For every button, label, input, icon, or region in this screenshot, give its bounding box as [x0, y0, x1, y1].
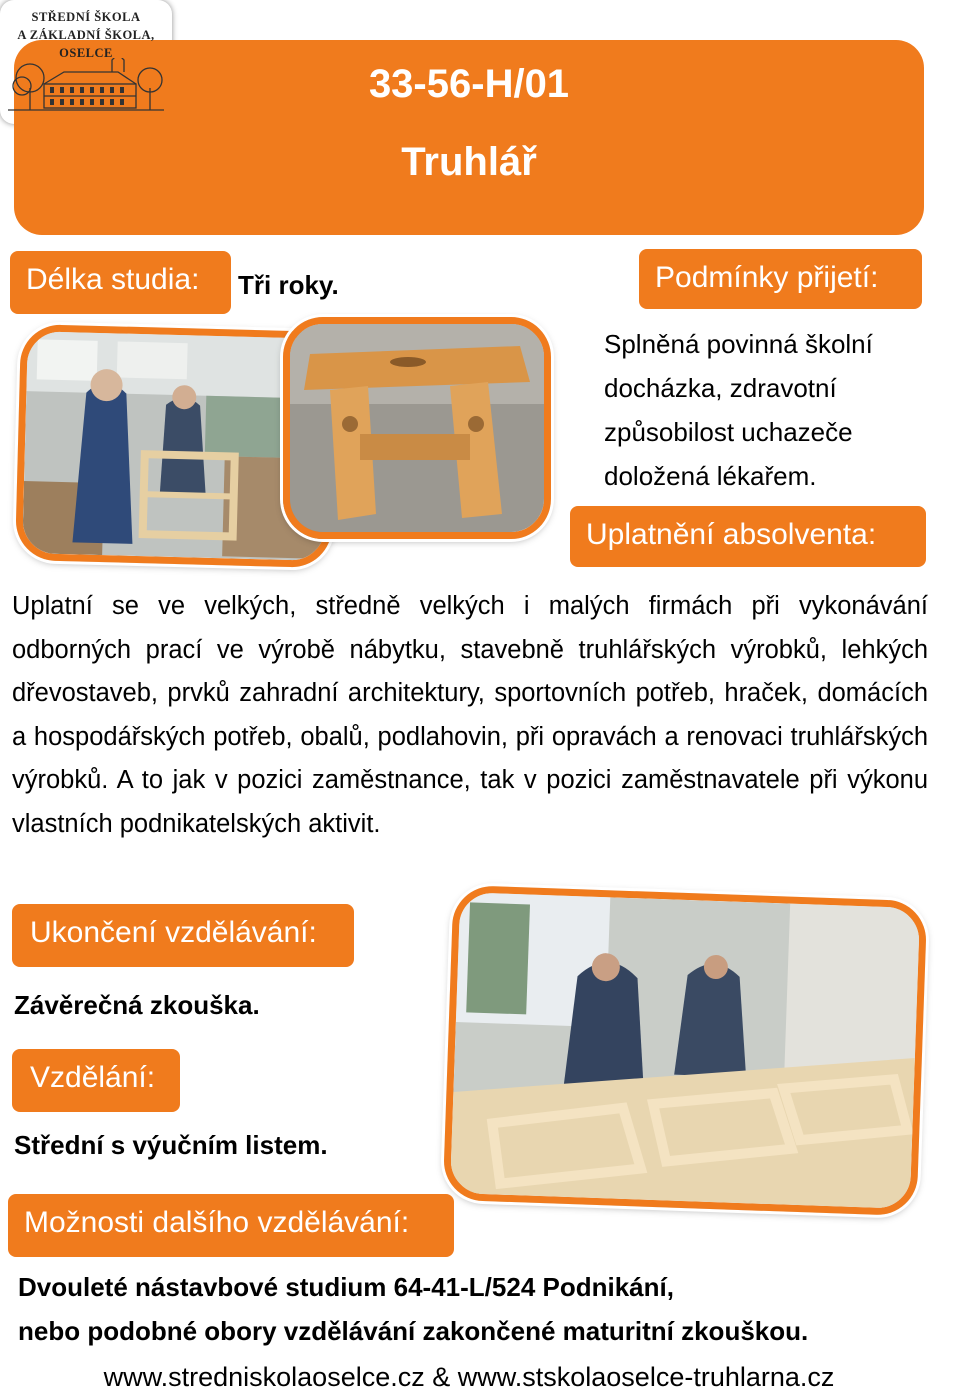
education-value: Střední s výučním listem.	[14, 1130, 328, 1160]
footer-websites: www.stredniskolaoselce.cz & www.stskolaoselce-truhlarna.cz	[103, 1362, 835, 1392]
stool-photo	[283, 317, 551, 539]
logo-line-3: OSELCE	[59, 46, 113, 60]
window-frames-photo	[443, 885, 928, 1216]
further-education-line-1: Dvouleté nástavbové studium 64-41-L/524 Podnikání,	[18, 1272, 674, 1302]
further-education-line-2: nebo podobné obory vzdělávání zakončené maturitní zkouškou.	[18, 1316, 809, 1346]
school-building-drawing	[8, 58, 164, 118]
career-text: Uplatní se ve velkých, středně velkých i malých firmách při vykonávání odborných prací ve výrobě nábytku, stavebně truhlářských výrobků, lehkých dřevostaveb, prvků zahradní architektury, sportovních potřeb, hraček, domácích a hospodářských potřeb, obalů, podlahovin, při opravách a renovaci truhlářských výrobků. A to jak v pozici zaměstnance, tak v pozici zaměstnavatele při výkonu vlastních podnikatelských aktivit.	[12, 592, 928, 838]
career-label: Uplatnění absolventa:	[570, 506, 926, 567]
course-name: Truhlář	[401, 140, 537, 184]
admission-label: Podmínky přijetí:	[639, 249, 922, 309]
completion-label: Ukončení vzdělávání:	[12, 904, 354, 967]
course-code: 33-56-H/01	[368, 62, 570, 106]
logo-line-1: STŘEDNÍ ŠKOLA	[31, 10, 141, 24]
duration-label: Délka studia:	[10, 251, 231, 314]
logo-line-2: A ZÁKLADNÍ ŠKOLA,	[17, 28, 155, 42]
completion-value: Závěrečná zkouška.	[14, 990, 260, 1020]
school-logo	[0, 0, 172, 124]
duration-value: Tři roky.	[238, 270, 339, 300]
admission-text: Splněná povinná školní docházka, zdravotní způsobilost uchazeče doložená lékařem.	[604, 329, 873, 491]
further-education-label: Možnosti dalšího vzdělávání:	[8, 1194, 454, 1257]
education-label: Vzdělání:	[12, 1049, 180, 1112]
